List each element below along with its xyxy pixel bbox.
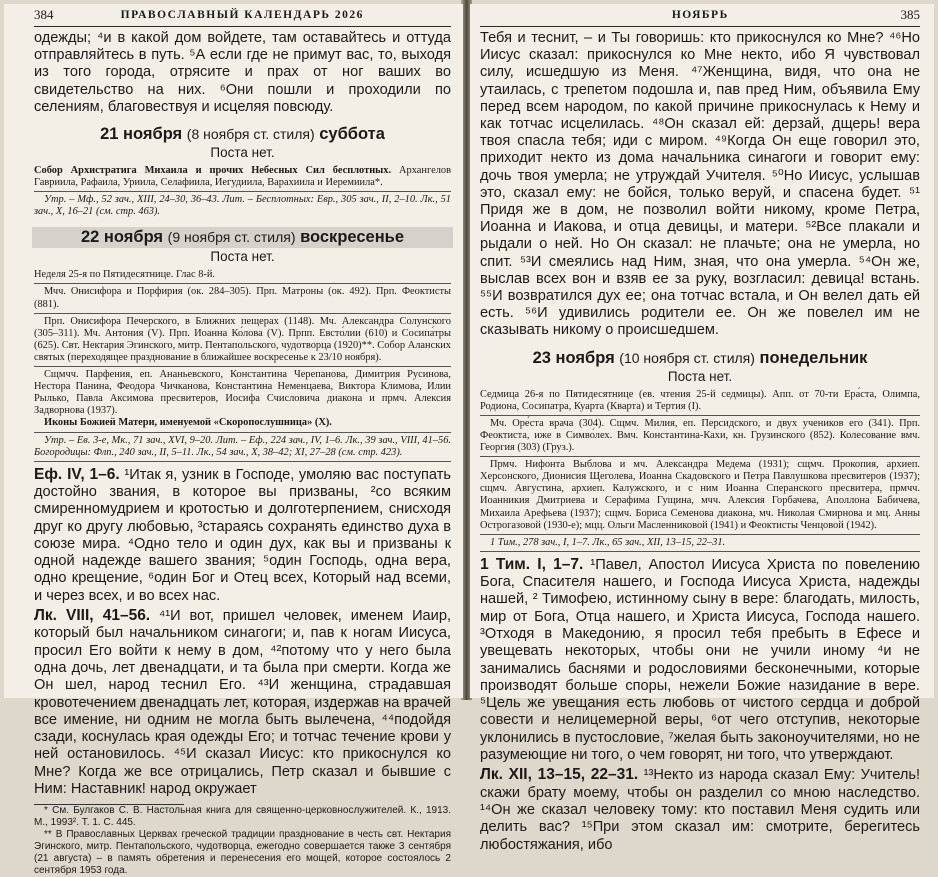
- day-weekday: суббота: [319, 125, 385, 144]
- divider: [480, 456, 920, 457]
- day-date: 21 ноября: [100, 125, 183, 144]
- reading-luke-xii: [480, 766, 920, 853]
- right-page-number: 385: [900, 7, 920, 22]
- fast-note: Поста нет.: [667, 368, 733, 384]
- day-old-style: (10 ноября ст. стиля): [619, 349, 755, 366]
- saints-line: Седмица 26-я по Пятидесятнице (ев. чтения 25-й седмицы). Апп. от 70-ти Ера́ста, Олимпа, Родиона, Сосипатра, Куарта (Кварта) и Тертия (I).: [480, 388, 920, 412]
- divider: [480, 415, 920, 416]
- saints-line: Мчч. Онисифора и Порфирия (ок. 284–305). Прп. Матроны (ок. 492). Прп. Феоктисты (881).: [34, 286, 451, 310]
- reading-reference: 1 Тим. I, 1–7.: [480, 555, 584, 573]
- left-page-number: 384: [34, 7, 54, 22]
- right-running-title: НОЯБРЬ: [671, 9, 729, 21]
- gospel-continuation-text: одежды; ⁴и в какой дом войдете, там оставайтесь и оттуда отправляйтесь в путь. ⁵А если где не примут вас, то, выходя из того города, отрясите и прах от ног ваших во свидетельство на них. ⁶Они пошли и проходили по селениям, благовествуя и исцеляя повсюду.: [34, 30, 451, 115]
- divider: [480, 551, 920, 552]
- fast-note: Поста нет.: [210, 145, 275, 161]
- reading-reference: Еф. IV, 1–6.: [34, 465, 120, 483]
- left-running-title: ПРАВОСЛАВНЫЙ КАЛЕНДАРЬ 2026: [120, 9, 364, 21]
- saints-line: Мч. Оре́ста врача (304). Сщмч. Милия, еп. Персидского, и двух учеников его (341). Прп. Феоктиста, иже в Симво́лех. Вмч. Константина-Кахи, кн. Грузинского (852). Колесование вмч. Георгия (303) (Груз.).: [480, 417, 920, 454]
- reading-luke: [34, 607, 451, 798]
- icon-feast-line: Иконы Божией Матери, именуемой «Скоропослушница» (X).: [44, 417, 332, 429]
- readings-line: Утр. – Ев. 3-е, Мк., 71 зач., XVI, 9–20. Лит. – Еф., 224 зач., IV, 1–6. Лк., 39 зач., VIII, 41–56. Богородицы: Флп., 240 зач., II, 5–11. Лк., 54 зач., X, 38–42; XI, 27–28 (см. стр. 423).: [34, 434, 451, 458]
- divider: [34, 432, 451, 433]
- day-old-style: (8 ноября ст. стиля): [186, 126, 315, 143]
- fast-note: Поста нет.: [210, 249, 275, 265]
- day-heading-nov23: [480, 349, 920, 368]
- saints-line: Прп. Онисифора Печерского, в Ближних пещерах (1148). Мч. Александра Солунского (305–311). Мч. Антония (V). Прп. Иоанна Ко́лова (V). Прпп. Евсто́лии (610) и Сосипа́тры (625). Свт. Нектария Эгинского, митр. Пентапольского, чудотворца (1920)**. Собор Аланских святых (переходящее празднование в ближайшее воскресенье к 23/10 ноября).: [34, 315, 451, 363]
- day-old-style: (9 ноября ст. стиля): [167, 229, 296, 246]
- reading-text: ¹Итак я, узник в Господе, умоляю вас поступать достойно звания, в которое вы призваны, ²со всяким смиренномудрием и кротостью и долготерпением, снисходя друг ко другу любовью, ³стараясь сохранять единство духа в союзе мира. ⁴Одно тело и один дух, как вы и призваны к одной надежде вашего звания; ⁵один Господь, одна вера, одно крещение, ⁶один Бог и Отец всех, Который над всеми, и через всех, и во всех нас.: [34, 466, 451, 604]
- footnote: ** В Православных Церквах греческой традиции празднование в честь свт. Нектария Эгинского, митр. Пентапольского, чудотворца, ежегодно совершается также 3 сентября (21 августа) – в память обретения и перенесения его мощей, которое состоялось 2 сентября 1953 года.: [34, 829, 451, 877]
- saints-line: Прмч. Нифонта Выблова и мч. Александра Медема (1931); сщмч. Прокопия, архиеп. Херсонского, Дионисия Щеголева, Иоанна Скадовского и Петра Павлушкова пресвитеров (1937); сщмч. Августина, архиеп. Калужского, и с ним Иоанна Сперанского пресвитера, прмчч. Иоанникия Дмитриева и Серафима Гущина, мчч. Алексия Горбачева, Аполлона Бабичева, Михаила Арефьева (1937); сщмч. Бориса Семенова диакона, мч. Николая Смирнова и мц. Анны Острогазовой (1930-е); мцц. Ольги Масленниковой (1941) и Феоктисты Ченцовой (1942).: [480, 459, 920, 531]
- divider: [480, 534, 920, 535]
- reading-reference: Лк. VIII, 41–56.: [34, 607, 151, 625]
- saints-line: Сщмчч. Парфения, еп. Ананьевского, Константина Черепанова, Димитрия Русинова, Нестора Панина, Феодора Чичканова, Константина Неменцаева, Виктора Климова, Илии Рылько, Павла Аксимова пресвитеров, Иосифа Счисловича диакона и прмч. Алексия Задворнова (1937).: [34, 369, 451, 417]
- feast-archangels: Архангелов Гавриила, Рафаила, Уриила, Селафиила, Иегудиила, Варахиила и Иеремиила*.: [34, 165, 451, 189]
- saints-line: Неделя 25-я по Пятидесятнице. Глас 8-й.: [34, 269, 216, 281]
- divider: [34, 283, 451, 284]
- day-heading-nov22: [32, 227, 453, 248]
- left-page: [4, 4, 463, 877]
- gospel-continuation-text: Тебя и теснит, – и Ты говоришь: кто прикоснулся ко Мне? ⁴⁶Но Иисус сказал: прикоснулся ко Мне некто, ибо Я чувствовал силу, исшедшую из Меня. ⁴⁷Женщина, видя, что она не утаилась, с трепетом подошла и, пав пред Ним, объявила Ему перед всем народом, по какой причине прикоснулась к Нему и как тотчас исцелилась. ⁴⁸Он сказал ей: дерзай, дщерь! вера твоя спасла тебя; иди с миром. ⁴⁹Когда Он еще говорил это, приходит некто из дома начальника синагоги и говорит ему: дочь твоя умерла; не утруждай Учителя. ⁵⁰Но Иисус, услышав это, сказал ему: не бойся, только веруй, и спасена будет. ⁵¹ Придя же в дом, не позволил войти никому, кроме Петра, Иоанна и Иакова, и отца девицы, и матери. ⁵²Все плакали и рыдали о ней. Но Он сказал: не плачьте; она не умерла, но спит. ⁵³И смеялись над Ним, зная, что она умерла. ⁵⁴Он же, выслав всех вон и взяв ее за руку, возгласил: девица! встань. ⁵⁵И возвратился дух ее; она тотчас встала, и Он велел дать ей есть. ⁵⁶И удивились родители ее. Он же повелел им не сказывать никому о происшедшем.: [480, 30, 920, 339]
- readings-line: 1 Тим., 278 зач., I, 1–7. Лк., 65 зач., XII, 13–15, 22–31.: [490, 536, 726, 548]
- reading-text: ¹Павел, Апостол Иисуса Христа по повелению Бога, Спасителя нашего, и Господа Иисуса Христа, надежды нашей, ² Тимофею, истинному сыну в вере: благодать, милость, мир от Бога, Отца нашего, и Христа Иисуса, Господа нашего. ³Отходя в Македонию, я просил тебя пребыть в Ефесе и увещевать некоторых, чтобы они не учили иному ⁴и не занимались баснями и родословиями бесконечными, которые производят больше споры, нежели Божие назидание в вере. ⁵Цель же увещания есть любовь от чистого сердца и доброй совести и нелицемерной веры, ⁶от чего отступив, некоторые уклонились в пустословие, ⁷желая быть законоучителями, но не разумеющие ни того, о чем говорят, ни того, что утверждают.: [480, 556, 920, 764]
- reading-timothy: [480, 556, 920, 765]
- footnote: * См. Булгаков С. В. Настольная книга для священно-церковнослужителей. К., 1913. М., 1993². Т. 1. С. 445.: [34, 805, 451, 829]
- day-date: 23 ноября: [532, 348, 615, 367]
- divider: [34, 461, 451, 462]
- day-weekday: воскресенье: [300, 228, 404, 247]
- right-running-head: [480, 4, 920, 27]
- reading-text: ¹³Некто из народа сказал Ему: Учитель! скажи брату моему, чтобы он разделил со мною наследство. ¹⁴Он же сказал человеку тому: кто поставил Меня судить или делить вас? ¹⁵При этом сказал им: смотрите, берегитесь любостяжания, ибо: [480, 767, 920, 853]
- divider: [34, 313, 451, 314]
- feast-title: Собор Архистратига Михаила и прочих Небесных Сил бесплотных.: [34, 165, 392, 177]
- day-weekday: понедельник: [759, 348, 868, 367]
- right-page: [470, 4, 934, 853]
- day-date: 22 ноября: [80, 228, 164, 247]
- readings-line: Утр. – Мф., 52 зач., XIII, 24–30, 36–43. Лит. – Бесплотных: Евр., 305 зач., II, 2–10. Лк., 51 зач., X, 16–21 (см. стр. 463).: [34, 194, 451, 218]
- feast-entry: [34, 165, 451, 189]
- left-running-head: [34, 4, 451, 27]
- reading-reference: Лк. XII, 13–15, 22–31.: [480, 766, 639, 784]
- reading-ephesians: [34, 466, 451, 605]
- day-heading-nov21: [34, 125, 451, 144]
- reading-text: ⁴¹И вот, пришел человек, именем Иаир, который был начальником синагоги; и, пав к ногам Иисуса, просил Его войти к нему в дом, ⁴²потому что у него была одна дочь, лет двенадцати, и та была при смерти. Когда же Он шел, народ теснил Его. ⁴³И женщина, страдавшая кровотечением двенадцать лет, которая, издержав на врачей все имение, ни одним не могла быть вылечена, ⁴⁴подойдя сзади, коснулась края одежды Его; и тотчас течение крови у ней остановилось. ⁴⁵И сказал Иисус: кто прикоснулся ко Мне? Когда же все отрицались, Петр сказал и бывшие с Ним: Наставник! народ окружает: [34, 608, 451, 798]
- divider: [34, 366, 451, 367]
- divider: [34, 191, 451, 192]
